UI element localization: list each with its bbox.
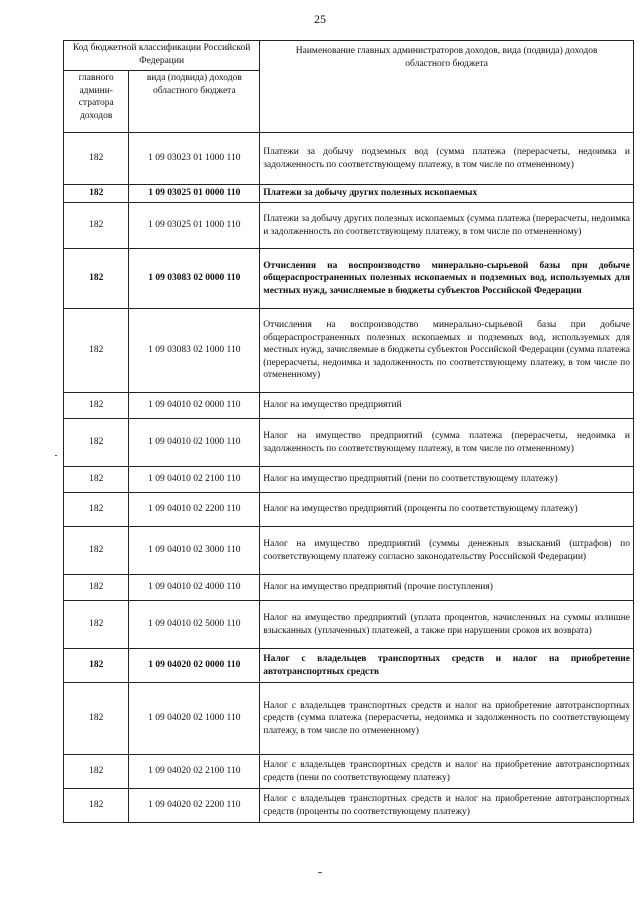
revenue-code-cell: 1 09 03025 01 0000 110 (129, 185, 260, 203)
revenue-code-cell: 1 09 04020 02 2100 110 (129, 755, 260, 789)
revenue-code-cell: 1 09 04010 02 0000 110 (129, 393, 260, 419)
admin-code-cell: 182 (64, 309, 129, 393)
admin-code-cell: 182 (64, 789, 129, 823)
revenue-name-cell: Платежи за добычу подземных вод (сумма платежа (перерасчеты, недоимка и задолженность по соответствующему платежу, в том числе по отмененному) (260, 133, 634, 185)
admin-code-cell: 182 (64, 527, 129, 575)
header-name-column: Наименование главных администраторов доходов, вида (подвида) доходов областного бюджета (260, 41, 634, 133)
revenue-name-cell: Налог на имущество предприятий (сумма платежа (перерасчеты, недоимка и задолженность по соответствующему платежу, в том числе по отмененному) (260, 419, 634, 467)
revenue-code-cell: 1 09 04020 02 1000 110 (129, 683, 260, 755)
header-type-column: вида (подвида) доходов областного бюджета (129, 71, 260, 133)
revenue-name-cell: Платежи за добычу других полезных ископаемых (сумма платежа (перерасчеты, недоимка и задолженность по соответствующему платежу, в том числе по отмененному) (260, 203, 634, 249)
table-row (64, 185, 634, 203)
header-code-group: Код бюджетной классификации Российской Федерации (64, 41, 260, 71)
scan-artifact (318, 872, 322, 873)
revenue-name-cell: Налог на имущество предприятий (прочие поступления) (260, 575, 634, 601)
admin-code-cell: 182 (64, 493, 129, 527)
table-row (64, 133, 634, 185)
table-body (64, 41, 634, 823)
revenue-name-cell: Налог на имущество предприятий (проценты по соответствующему платежу) (260, 493, 634, 527)
revenue-code-cell: 1 09 03023 01 1000 110 (129, 133, 260, 185)
admin-code-cell: 182 (64, 575, 129, 601)
revenue-code-cell: 1 09 04010 02 5000 110 (129, 601, 260, 649)
revenue-code-cell: 1 09 04010 02 4000 110 (129, 575, 260, 601)
table-row (64, 467, 634, 493)
table-row (64, 601, 634, 649)
revenue-code-cell: 1 09 03083 02 1000 110 (129, 309, 260, 393)
revenue-name-cell: Налог на имущество предприятий (уплата процентов, начисленных на суммы излишне взысканных (уплаченных) платежей, а также при нарушении сроков их возврата) (260, 601, 634, 649)
revenue-code-cell: 1 09 04020 02 2200 110 (129, 789, 260, 823)
admin-code-cell: 182 (64, 185, 129, 203)
revenue-code-cell: 1 09 04020 02 0000 110 (129, 649, 260, 683)
table-row (64, 527, 634, 575)
admin-code-cell: 182 (64, 419, 129, 467)
revenue-code-cell: 1 09 03083 02 0000 110 (129, 249, 260, 309)
table-row (64, 649, 634, 683)
admin-code-cell: 182 (64, 249, 129, 309)
table-row (64, 575, 634, 601)
admin-code-cell: 182 (64, 133, 129, 185)
table-row (64, 789, 634, 823)
revenue-code-cell: 1 09 03025 01 1000 110 (129, 203, 260, 249)
revenue-code-cell: 1 09 04010 02 2200 110 (129, 493, 260, 527)
revenue-name-cell: Отчисления на воспроизводство минерально-сырьевой базы при добыче общераспространенных полезных ископаемых и подземных вод, используемых для местных нужд, зачисляемые в бюджеты субъектов Российской Федерации (сумма платежа (перерасчеты, недоимка и задолженность по соответствующему платежу, в том числе по отмененному) (260, 309, 634, 393)
header-row-1 (64, 41, 634, 71)
table-row (64, 393, 634, 419)
scan-artifact (55, 455, 57, 456)
revenue-name-cell: Налог на имущество предприятий (260, 393, 634, 419)
revenue-name-cell: Налог на имущество предприятий (суммы денежных взысканий (штрафов) по соответствующему платежу согласно законодательству Российской Федерации) (260, 527, 634, 575)
table-row (64, 309, 634, 393)
revenue-code-cell: 1 09 04010 02 2100 110 (129, 467, 260, 493)
table-row (64, 683, 634, 755)
revenue-name-cell: Отчисления на воспроизводство минерально-сырьевой базы при добыче общераспространенных полезных ископаемых и подземных вод, используемых для местных нужд, зачисляемые в бюджеты субъектов Российской Федерации (260, 249, 634, 309)
revenue-code-cell: 1 09 04010 02 1000 110 (129, 419, 260, 467)
revenue-name-cell: Налог с владельцев транспортных средств и налог на приобретение автотранспортных средств (сумма платежа (перерасчеты, недоимка и задолженность по соответствующему платежу, в том числе по отмененному) (260, 683, 634, 755)
table-row (64, 203, 634, 249)
revenue-name-cell: Налог с владельцев транспортных средств и налог на приобретение автотранспортных средств (260, 649, 634, 683)
revenue-name-cell: Налог с владельцев транспортных средств и налог на приобретение автотранспортных средств (пени по соответствующему платежу) (260, 755, 634, 789)
admin-code-cell: 182 (64, 755, 129, 789)
page-number: 25 (314, 12, 326, 26)
header-admin-column: главного админи-стратора доходов (64, 71, 129, 133)
table-row (64, 419, 634, 467)
revenue-code-cell: 1 09 04010 02 3000 110 (129, 527, 260, 575)
revenue-name-cell: Налог на имущество предприятий (пени по соответствующему платежу) (260, 467, 634, 493)
admin-code-cell: 182 (64, 203, 129, 249)
revenue-name-cell: Платежи за добычу других полезных ископаемых (260, 185, 634, 203)
table-row (64, 249, 634, 309)
table-row (64, 755, 634, 789)
admin-code-cell: 182 (64, 393, 129, 419)
admin-code-cell: 182 (64, 467, 129, 493)
budget-classification-table (63, 40, 634, 823)
admin-code-cell: 182 (64, 601, 129, 649)
admin-code-cell: 182 (64, 649, 129, 683)
table-row (64, 493, 634, 527)
revenue-name-cell: Налог с владельцев транспортных средств и налог на приобретение автотранспортных средств (проценты по соответствующему платежу) (260, 789, 634, 823)
admin-code-cell: 182 (64, 683, 129, 755)
